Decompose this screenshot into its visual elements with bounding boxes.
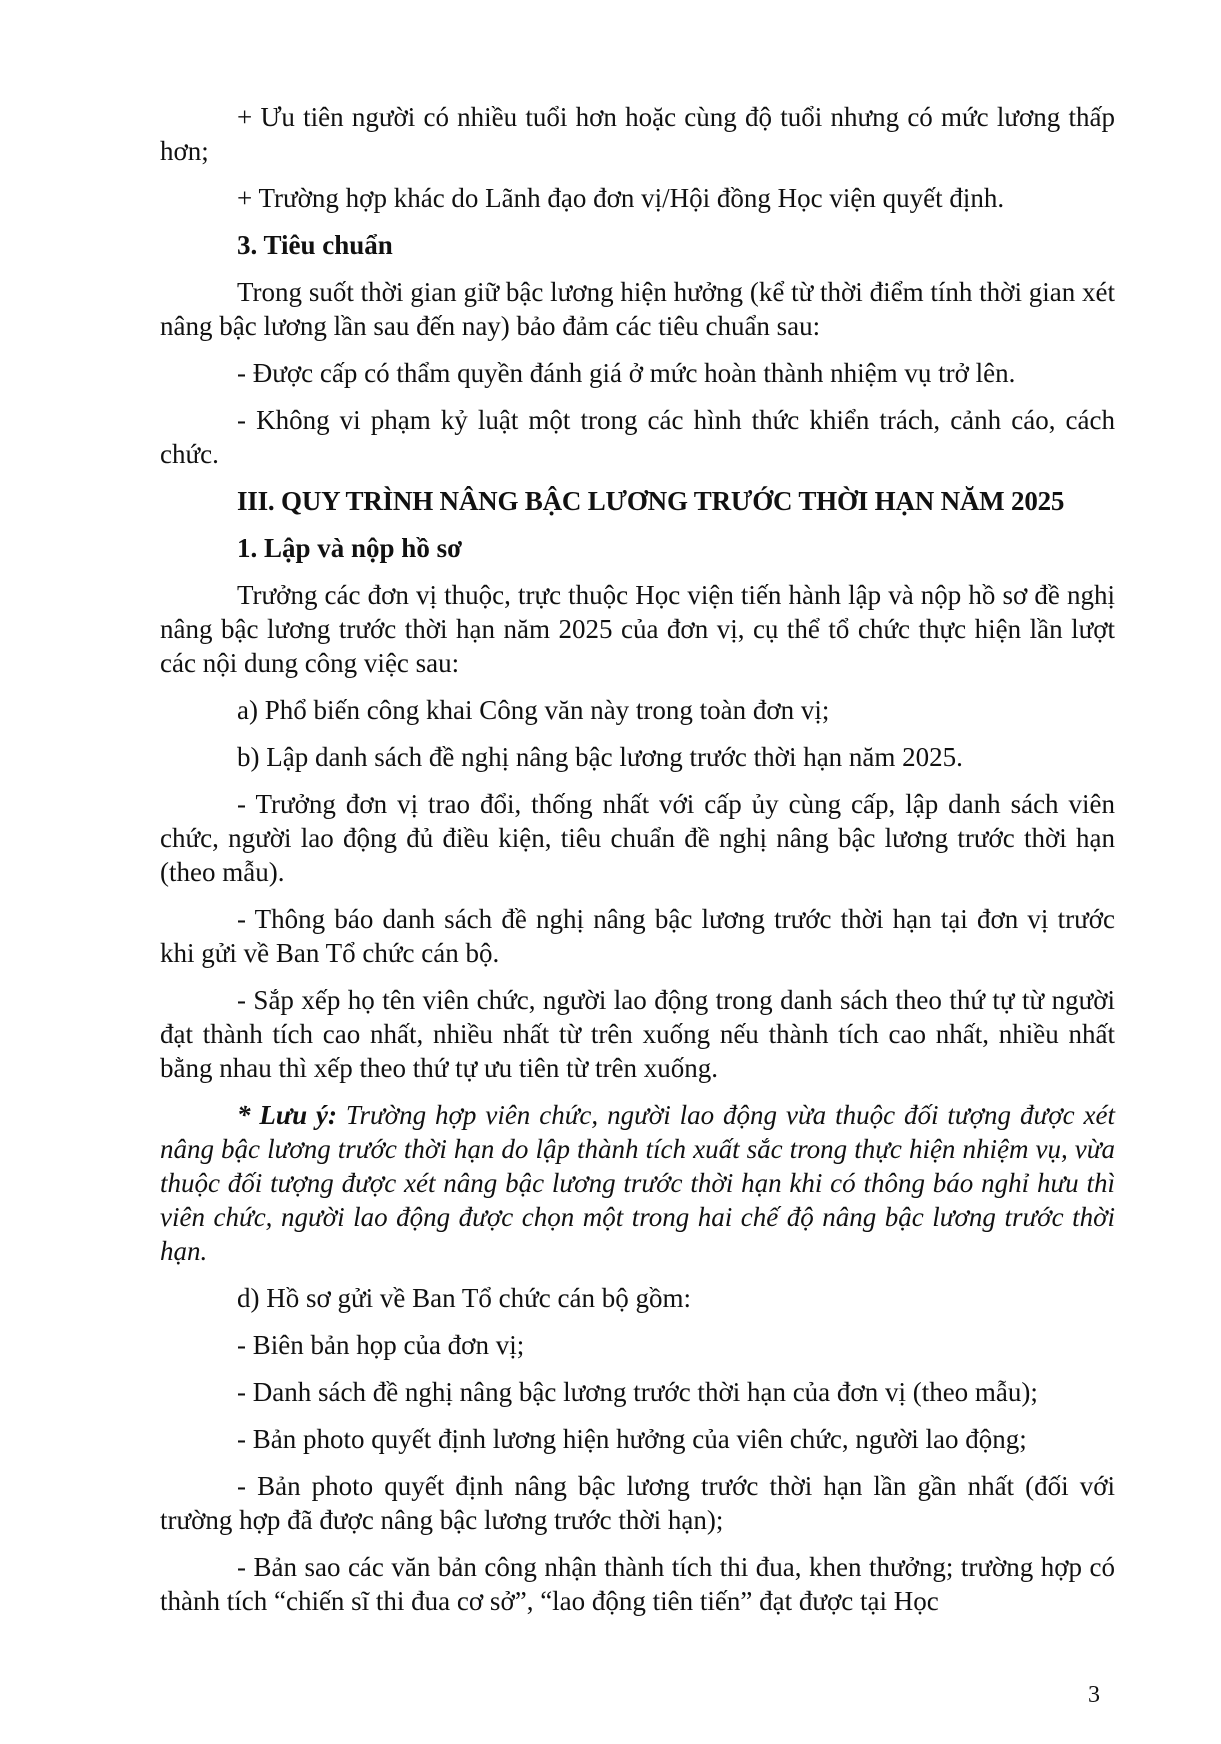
paragraph-dossier-intro: Trưởng các đơn vị thuộc, trực thuộc Học viện tiến hành lập và nộp hồ sơ đề nghị nâng bậc lương trước thời hạn năm 2025 của đơn vị, cụ thể tổ chức thực hiện lần lượt các nội dung công việc sau:: [160, 580, 1115, 678]
paragraph-dossier-current-salary: - Bản photo quyết định lương hiện hưởng của viên chức, người lao động;: [237, 1424, 1027, 1454]
paragraph-dossier-last-raise: - Bản photo quyết định nâng bậc lương trước thời hạn lần gần nhất (đối với trường hợp đã được nâng bậc lương trước thời hạn);: [160, 1471, 1115, 1535]
paragraph-standard-evaluation: - Được cấp có thẩm quyền đánh giá ở mức hoàn thành nhiệm vụ trở lên.: [237, 358, 1016, 388]
paragraph-item-b: b) Lập danh sách đề nghị nâng bậc lương trước thời hạn năm 2025.: [237, 742, 963, 772]
paragraph-priority-age: + Ưu tiên người có nhiều tuổi hơn hoặc cùng độ tuổi nhưng có mức lương thấp hơn;: [160, 102, 1115, 166]
document-body: [160, 100, 1115, 1631]
note-label: * Lưu ý:: [237, 1100, 337, 1130]
section-heading-standards: 3. Tiêu chuẩn: [237, 230, 393, 260]
paragraph-dossier-list: - Danh sách đề nghị nâng bậc lương trước thời hạn của đơn vị (theo mẫu);: [237, 1377, 1038, 1407]
paragraph-item-d: d) Hồ sơ gửi về Ban Tổ chức cán bộ gồm:: [237, 1283, 691, 1313]
paragraph-dossier-minutes: - Biên bản họp của đơn vị;: [237, 1330, 525, 1360]
paragraph-standard-discipline: - Không vi phạm kỷ luật một trong các hình thức khiển trách, cảnh cáo, cách chức.: [160, 405, 1115, 469]
paragraph-list-order: - Sắp xếp họ tên viên chức, người lao động trong danh sách theo thứ tự từ người đạt thành tích cao nhất, nhiều nhất từ trên xuống nếu thành tích cao nhất, nhiều nhất bằng nhau thì xếp theo thứ tự ưu tiên từ trên xuống.: [160, 985, 1115, 1083]
subsection-heading-dossier: 1. Lập và nộp hồ sơ: [237, 533, 463, 563]
note-paragraph: [160, 1098, 1115, 1268]
page-number: 3: [1088, 1682, 1100, 1708]
paragraph-item-a: a) Phổ biến công khai Công văn này trong toàn đơn vị;: [237, 695, 830, 725]
paragraph-dossier-awards: - Bản sao các văn bản công nhận thành tích thi đua, khen thưởng; trường hợp có thành tích “chiến sĩ thi đua cơ sở”, “lao động tiên tiến” đạt được tại Học: [160, 1552, 1115, 1616]
note-text: Trường hợp viên chức, người lao động vừa thuộc đối tượng được xét nâng bậc lương trước thời hạn do lập thành tích xuất sắc trong thực hiện nhiệm vụ, vừa thuộc đối tượng được xét nâng bậc lương trước thời hạn khi có thông báo nghỉ hưu thì viên chức, người lao động được chọn một trong hai chế độ nâng bậc lương trước thời hạn.: [160, 1100, 1115, 1266]
paragraph-list-announce: - Thông báo danh sách đề nghị nâng bậc lương trước thời hạn tại đơn vị trước khi gửi về Ban Tổ chức cán bộ.: [160, 904, 1115, 968]
section-heading-process: III. QUY TRÌNH NÂNG BẬC LƯƠNG TRƯỚC THỜI HẠN NĂM 2025: [237, 486, 1065, 516]
paragraph-priority-other: + Trường hợp khác do Lãnh đạo đơn vị/Hội đồng Học viện quyết định.: [237, 183, 1005, 213]
paragraph-standards-intro: Trong suốt thời gian giữ bậc lương hiện hưởng (kể từ thời điểm tính thời gian xét nâng bậc lương lần sau đến nay) bảo đảm các tiêu chuẩn sau:: [160, 277, 1115, 341]
paragraph-list-head-of-unit: - Trưởng đơn vị trao đổi, thống nhất với cấp ủy cùng cấp, lập danh sách viên chức, người lao động đủ điều kiện, tiêu chuẩn đề nghị nâng bậc lương trước thời hạn (theo mẫu).: [160, 789, 1115, 887]
